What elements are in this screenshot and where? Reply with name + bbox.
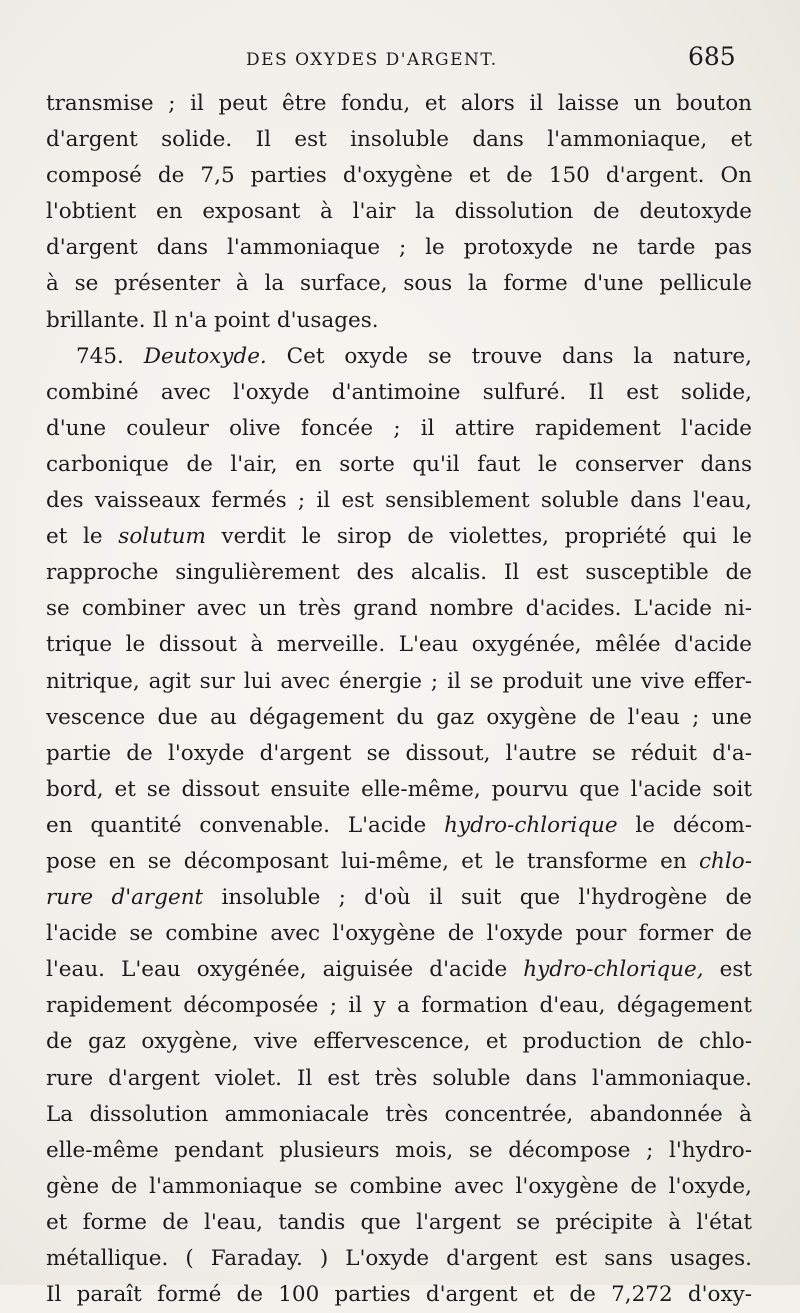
text-segment: d'argent solide. Il est insoluble dans l'ammoniaque, et — [46, 127, 752, 153]
text-segment: et le — [46, 524, 119, 550]
text-segment: des vaisseaux fermés ; il est sensiblement soluble dans l'eau, — [46, 488, 752, 514]
text-line — [46, 158, 752, 194]
text-line — [46, 86, 752, 122]
text-segment: d'argent dans l'ammoniaque ; le protoxyde ne tarde pas — [46, 235, 752, 261]
text-line — [46, 339, 752, 375]
text-line — [46, 844, 752, 880]
text-line — [46, 664, 752, 700]
text-line — [46, 447, 752, 483]
text-segment: le décom- — [617, 812, 752, 838]
text-line — [46, 303, 752, 339]
italic-text: Deutoxyde. — [143, 343, 267, 369]
text-segment: rapproche singulièrement des alcalis. Il est susceptible de — [46, 560, 752, 586]
text-segment: se combiner avec un très grand nombre d'acides. L'acide ni- — [46, 596, 752, 622]
text-line — [46, 555, 752, 591]
text-segment: l'acide se combine avec l'oxygène de l'oxyde pour former de — [46, 921, 752, 947]
text-segment: partie de l'oxyde d'argent se dissout, l'autre se réduit d'a- — [46, 740, 752, 766]
text-segment: verdit le sirop de violettes, propriété qui le — [205, 524, 753, 550]
italic-text: hydro-chlorique, — [523, 957, 704, 983]
text-segment: rapidement décomposée ; il y a formation d'eau, dégagement — [46, 993, 752, 1019]
text-segment: à se présenter à la surface, sous la forme d'une pellicule — [46, 271, 752, 297]
body-text — [46, 86, 752, 1313]
text-line — [46, 375, 752, 411]
text-line — [46, 1241, 752, 1277]
text-segment: La dissolution ammoniacale très concentrée, abandonnée à — [46, 1101, 752, 1127]
text-line — [46, 1097, 752, 1133]
text-line — [46, 627, 752, 663]
text-segment: carbonique de l'air, en sorte qu'il faut le conserver dans — [46, 451, 752, 477]
text-segment: brillante. Il n'a point d'usages. — [46, 307, 379, 333]
text-segment: est — [703, 957, 752, 983]
text-segment: pose en se décomposant lui-même, et le transforme en — [46, 848, 700, 874]
text-line — [46, 808, 752, 844]
text-segment: gène de l'ammoniaque se combine avec l'oxygène de l'oxyde, — [46, 1173, 752, 1199]
text-segment: vescence due au dégagement du gaz oxygène de l'eau ; une — [46, 704, 752, 730]
text-segment: en quantité convenable. L'acide — [46, 812, 445, 838]
text-segment: bord, et se dissout ensuite elle-même, pourvu que l'acide soit — [46, 776, 752, 802]
text-segment: insoluble ; d'où il suit que l'hydrogène de — [203, 885, 752, 911]
text-segment: de gaz oxygène, vive effervescence, et production de chlo- — [46, 1029, 752, 1055]
text-segment: métallique. ( Faraday. ) L'oxyde d'argent est sans usages. — [46, 1246, 752, 1271]
text-segment: transmise ; il peut être fondu, et alors il laisse un bouton — [46, 91, 752, 116]
text-segment: d'une couleur olive foncée ; il attire rapidement l'acide — [46, 415, 752, 441]
text-line — [46, 230, 752, 266]
text-segment: Il paraît formé de 100 parties d'argent et de 7,272 d'oxy- — [46, 1282, 752, 1308]
text-line — [46, 700, 752, 736]
text-segment: combiné avec l'oxyde d'antimoine sulfuré. Il est solide, — [46, 379, 752, 405]
text-line — [46, 952, 752, 988]
page-header — [0, 42, 800, 82]
text-line — [46, 988, 752, 1024]
text-line — [46, 880, 752, 916]
text-segment: et forme de l'eau, tandis que l'argent se précipite à l'état — [46, 1209, 752, 1235]
text-line — [46, 736, 752, 772]
italic-text: solutum — [118, 524, 206, 550]
running-title: DES OXYDES D'ARGENT. — [246, 50, 498, 70]
text-segment: Cet oxyde se trouve dans la nature, — [266, 343, 752, 369]
text-line — [46, 411, 752, 447]
text-line — [46, 1024, 752, 1060]
text-segment: elle-même pendant plusieurs mois, se décompose ; l'hydro- — [46, 1137, 752, 1163]
text-line — [46, 266, 752, 302]
text-segment: 745. — [76, 343, 144, 369]
text-segment: l'obtient en exposant à l'air la dissolution de deutoxyde — [46, 199, 752, 225]
text-line — [46, 1061, 752, 1097]
italic-text: chlo- — [699, 848, 752, 874]
text-line — [46, 1133, 752, 1169]
text-line — [46, 1205, 752, 1241]
text-line — [46, 122, 752, 158]
text-segment: l'eau. L'eau oxygénée, aiguisée d'acide — [46, 957, 524, 983]
text-line — [46, 1169, 752, 1205]
page-number: 685 — [688, 42, 736, 71]
text-line — [46, 591, 752, 627]
text-segment: nitrique, agit sur lui avec énergie ; il se produit une vive effer- — [46, 668, 752, 694]
text-line — [46, 1277, 752, 1313]
italic-text: rure d'argent — [46, 885, 204, 911]
text-line — [46, 772, 752, 808]
text-segment: trique le dissout à merveille. L'eau oxygénée, mêlée d'acide — [46, 632, 752, 658]
text-line — [46, 194, 752, 230]
italic-text: hydro-chlorique — [444, 812, 618, 838]
text-segment: rure d'argent violet. Il est très soluble dans l'ammoniaque. — [46, 1065, 752, 1091]
text-line — [46, 483, 752, 519]
text-segment: composé de 7,5 parties d'oxygène et de 150 d'argent. On — [46, 163, 752, 189]
text-line — [46, 519, 752, 555]
text-line — [46, 916, 752, 952]
